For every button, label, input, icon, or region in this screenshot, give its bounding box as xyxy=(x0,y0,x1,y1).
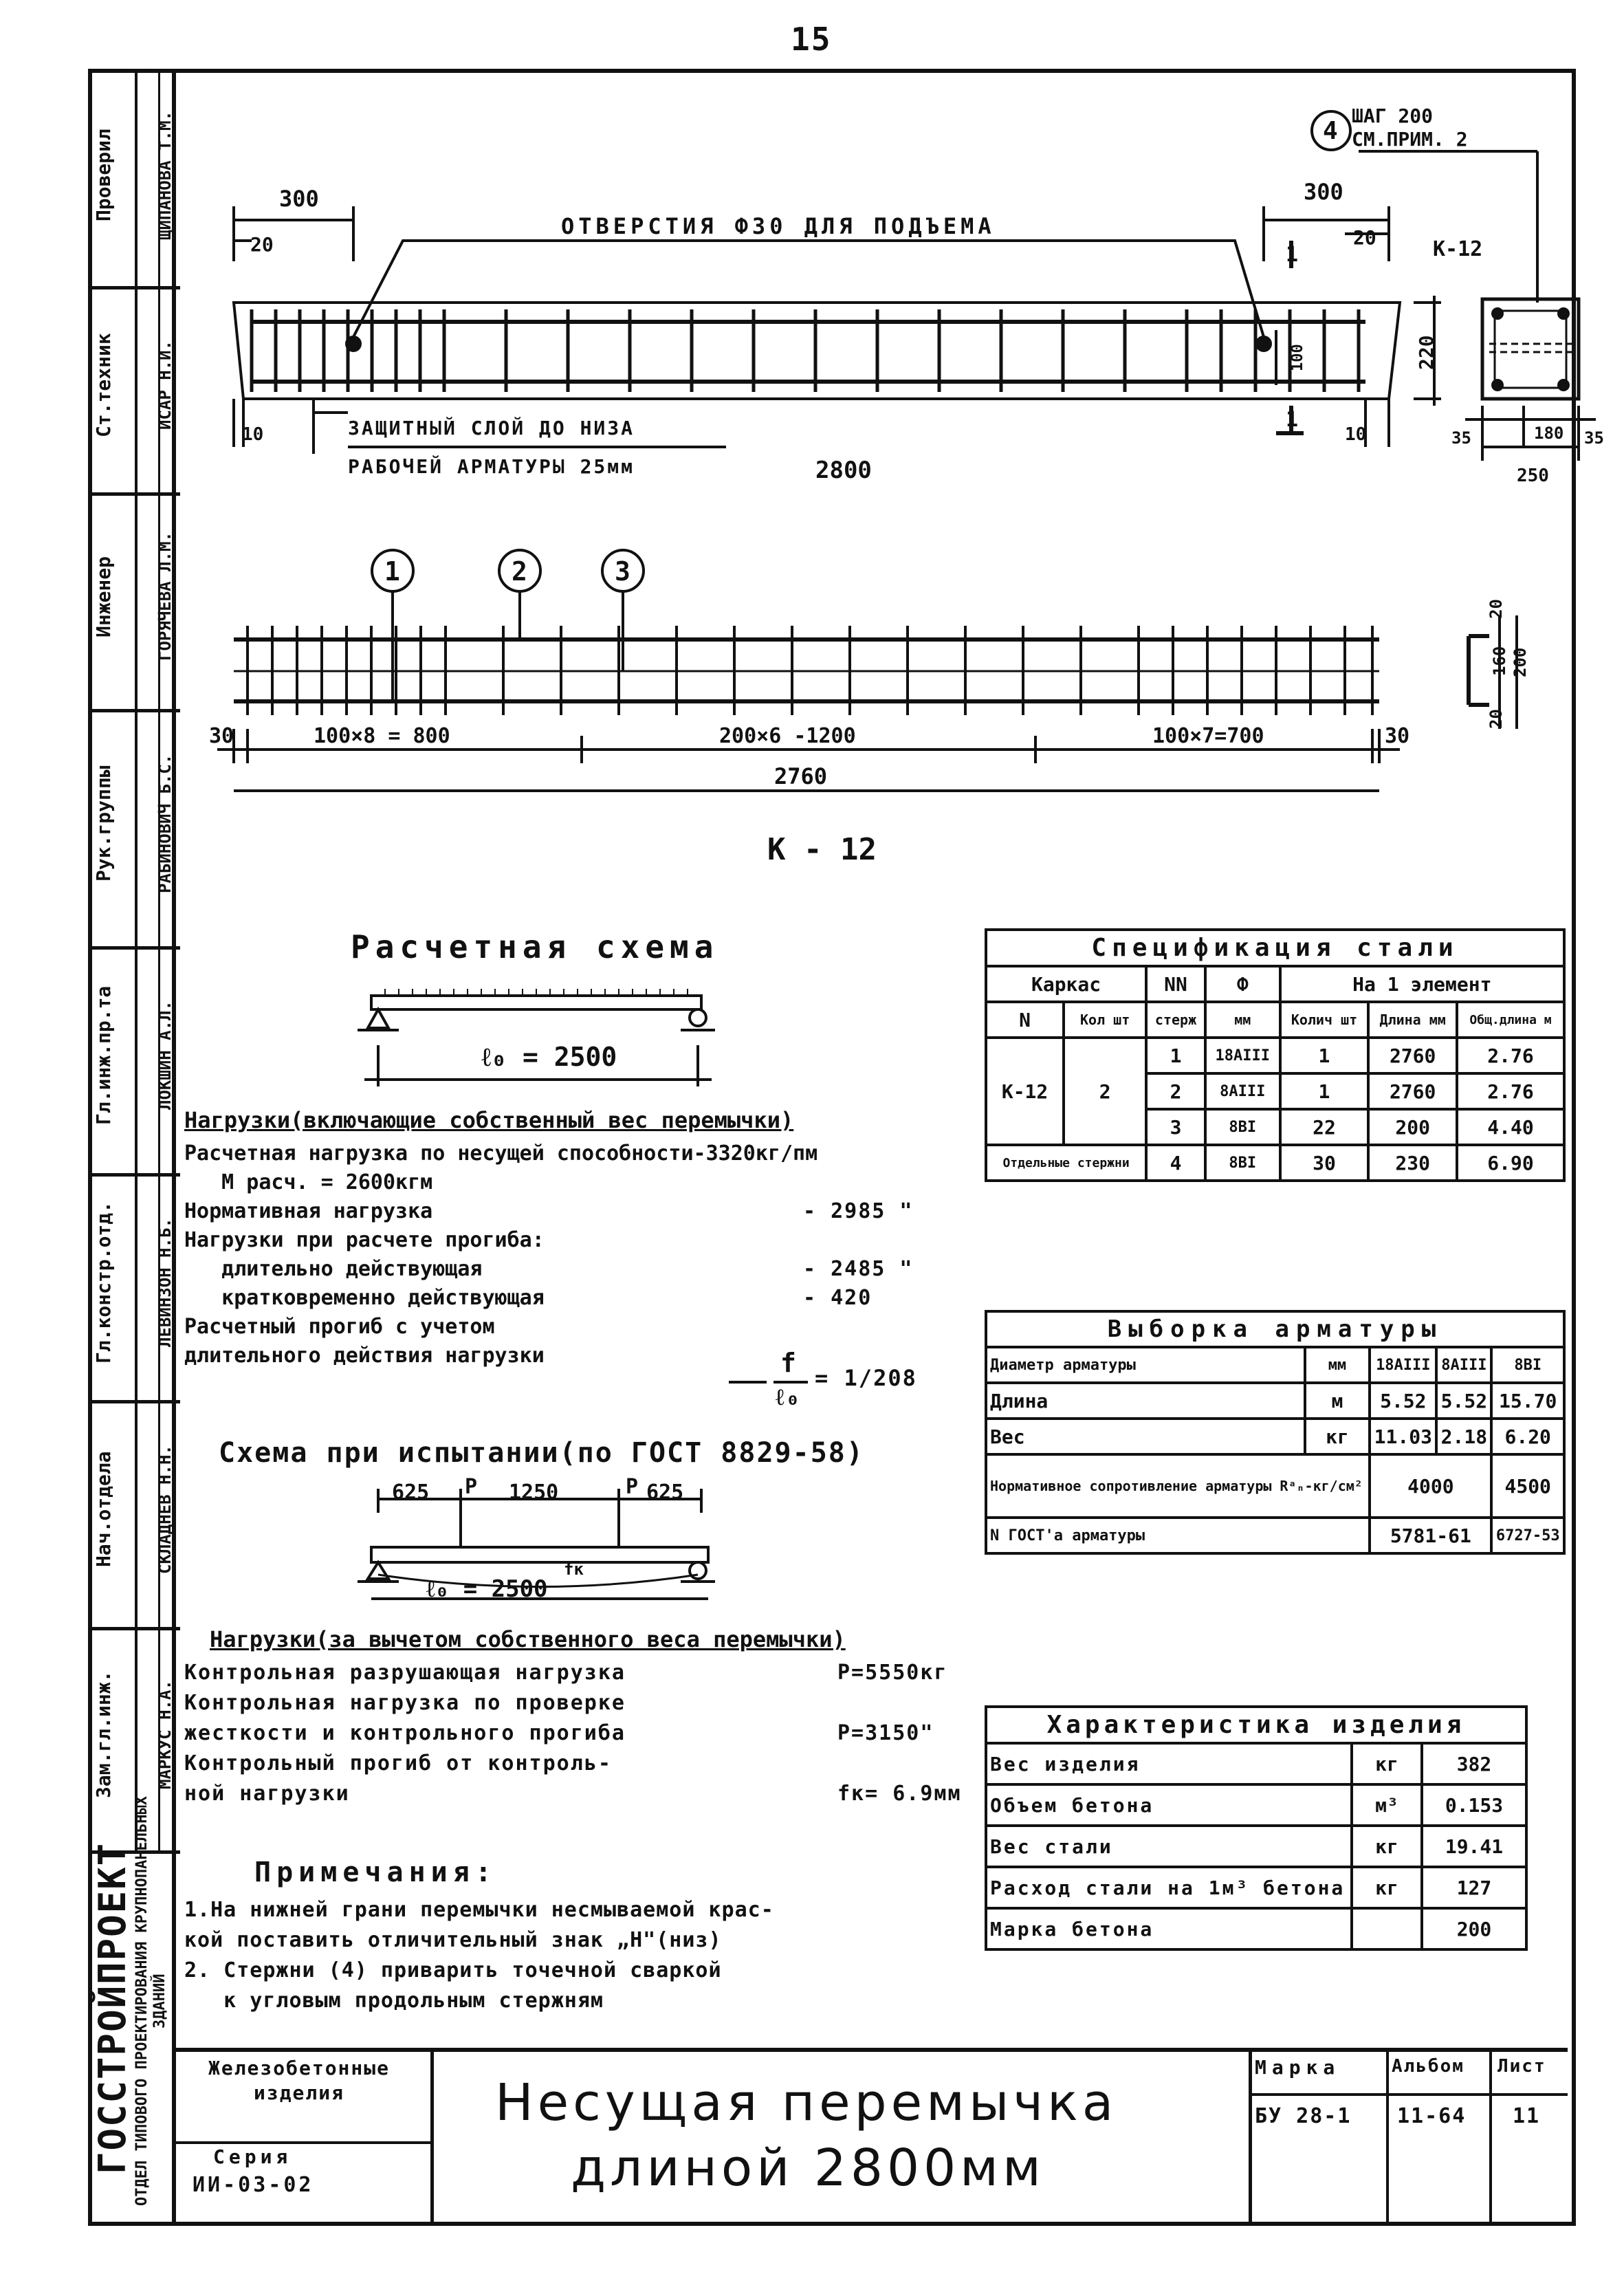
loads2-line xyxy=(184,1661,982,1691)
table-row xyxy=(986,1826,1526,1867)
table-row xyxy=(986,1038,1564,1073)
dim-20-left: 20 xyxy=(250,233,274,256)
loads2-line-value: P=5550кг xyxy=(837,1661,948,1685)
calc-lines xyxy=(184,1141,961,1373)
dim-300-left: 300 xyxy=(279,186,319,212)
calc-line-value: - 2485 " xyxy=(803,1257,914,1281)
marker-1: 1 xyxy=(384,556,400,587)
spec-cell: 4 xyxy=(1146,1145,1205,1181)
deflection-f: f xyxy=(780,1348,798,1378)
calc-line-text: кратковременно действующая xyxy=(184,1286,545,1310)
beam-elevation-drawing xyxy=(176,96,1604,523)
vyb-cell: мм xyxy=(1305,1347,1370,1383)
vyb-cell: 18АIII xyxy=(1370,1347,1436,1383)
stamp-role: Инженер xyxy=(92,556,115,637)
side-20-top: 20 xyxy=(1486,599,1506,619)
harakt-cell: Вес стали xyxy=(986,1826,1352,1867)
dim-300-right: 300 xyxy=(1304,179,1343,205)
note-line: 2. Стержни (4) приварить точечной сваркой xyxy=(184,1958,722,1982)
table-row xyxy=(986,1784,1526,1826)
test-title: Схема при испытании(по ГОСТ 8829-58) xyxy=(219,1437,864,1469)
table-row xyxy=(986,1908,1526,1949)
loads2-line xyxy=(184,1751,982,1782)
org-name: ГОССТРОЙПРОЕКТ xyxy=(91,1841,134,2174)
cage-name: К - 12 xyxy=(767,832,877,867)
loads2-line-value: P=3150" xyxy=(837,1721,934,1745)
stamp-name: РАБИНОВИЧ Б.С. xyxy=(155,754,175,893)
series: ИИ-03-02 xyxy=(193,2173,314,2197)
page-number: 15 xyxy=(791,21,832,58)
calc-line xyxy=(184,1286,961,1315)
spec-cell: 6.90 xyxy=(1457,1145,1564,1181)
spec-h2-mm: мм xyxy=(1205,1002,1280,1038)
vyb-cell: кг xyxy=(1305,1419,1370,1454)
vyb-gost-a: 5781-61 xyxy=(1370,1518,1491,1553)
spec-h2-bar: стерж xyxy=(1146,1002,1205,1038)
spec-h-diam: Ф xyxy=(1205,966,1280,1002)
test-p-right: P xyxy=(626,1475,639,1499)
marker-3: 3 xyxy=(615,556,630,587)
calc-line xyxy=(184,1228,961,1257)
spec-cell: 8ВI xyxy=(1205,1145,1280,1181)
sheet-title-2: длиной 2800мм xyxy=(571,2139,1045,2198)
harakt-cell: 127 xyxy=(1422,1867,1526,1908)
harakt-cell: Вес изделия xyxy=(986,1743,1352,1784)
vyb-cell: 2.18 xyxy=(1436,1419,1491,1454)
stamp-role: Гл.констр.отд. xyxy=(92,1201,115,1364)
stamp-role: Ст.техник xyxy=(92,333,115,437)
loads2-heading: Нагрузки(за вычетом собственного веса перемычки) xyxy=(210,1626,846,1652)
spec-frame-qty: 2 xyxy=(1064,1038,1146,1145)
series-label: Серия xyxy=(213,2145,292,2168)
vyb-norm-a: 4000 xyxy=(1370,1454,1491,1518)
cover-note-2: РАБОЧЕЙ АРМАТУРЫ 25мм xyxy=(348,455,635,478)
beam-length: 2800 xyxy=(815,457,872,484)
harakt-table xyxy=(985,1742,1528,1951)
sec-dim-35-right: 35 xyxy=(1584,428,1604,448)
spec-cell: 1 xyxy=(1146,1038,1205,1073)
calc-line-text: Расчетный прогиб с учетом xyxy=(184,1315,495,1339)
harakt-cell xyxy=(1352,1908,1422,1949)
table-row xyxy=(986,1347,1564,1383)
harakt-cell: м³ xyxy=(1352,1784,1422,1826)
table-row xyxy=(986,1383,1564,1419)
test-span: ℓ₀ = 2500 xyxy=(426,1575,548,1603)
stamp-role: Нач.отдела xyxy=(92,1451,115,1568)
stamp-name: ЛЕВИНЗОН Н.Б. xyxy=(155,1218,175,1347)
vyb-cell: 5.52 xyxy=(1370,1383,1436,1419)
marker-4-top: 4 xyxy=(1323,117,1338,145)
cage-seg-1: 100×8 = 800 xyxy=(314,724,450,748)
cage-seg-3: 100×7=700 xyxy=(1152,724,1264,748)
vyb-norm-b: 4500 xyxy=(1491,1454,1564,1518)
calc-line-text: Нормативная нагрузка xyxy=(184,1199,433,1223)
spec-cell: 1 xyxy=(1280,1073,1369,1109)
harakt-title: Характеристика изделия xyxy=(985,1705,1528,1742)
test-fk: fк xyxy=(564,1560,584,1579)
sec-dim-35-left: 35 xyxy=(1451,428,1471,448)
harakt-cell: кг xyxy=(1352,1826,1422,1867)
album: 11-64 xyxy=(1397,2104,1467,2128)
table-row xyxy=(986,1743,1526,1784)
calc-line xyxy=(184,1170,961,1199)
vyb-cell: м xyxy=(1305,1383,1370,1419)
harakt-cell: 382 xyxy=(1422,1743,1526,1784)
table-row xyxy=(986,1454,1564,1518)
vyb-cell: Длина xyxy=(986,1383,1305,1419)
section-mark-top: 1 xyxy=(1286,243,1299,267)
calc-line xyxy=(184,1315,961,1344)
stamp-role: Зам.гл.инж. xyxy=(92,1670,115,1799)
calc-line-text: Нагрузки при расчете прогиба: xyxy=(184,1228,545,1252)
deflection-eq: = 1/208 xyxy=(815,1365,917,1391)
loads2-line-text: Контрольная нагрузка по проверке xyxy=(184,1691,626,1715)
spec-separate-label: Отдельные стержни xyxy=(986,1145,1146,1181)
test-dim-1250: 1250 xyxy=(509,1480,559,1505)
cage-k12-drawing xyxy=(176,536,1558,908)
stamp-name: ЩИПАНОВА Т.М. xyxy=(155,111,175,240)
spec-h2-length: Длина мм xyxy=(1368,1002,1457,1038)
spec-h-karkas: Каркас xyxy=(986,966,1146,1002)
vyb-cell: Диаметр арматуры xyxy=(986,1347,1305,1383)
stamp-name: ГОРЯЧЕВА Л.М. xyxy=(155,532,175,662)
dim-100: 100 xyxy=(1289,344,1306,371)
spec-cell: 2 xyxy=(1146,1073,1205,1109)
harakt-cell: Объем бетона xyxy=(986,1784,1352,1826)
calc-line-text: М расч. = 2600кгм xyxy=(184,1170,433,1194)
sheet-label: Лист xyxy=(1497,2056,1546,2077)
spec-h-per-element: На 1 элемент xyxy=(1280,966,1564,1002)
calc-line-text: длительного действия нагрузки xyxy=(184,1344,545,1368)
deflection-l: ℓ₀ xyxy=(776,1384,802,1411)
vyborka-table xyxy=(985,1346,1566,1555)
marka-label: Марка xyxy=(1255,2056,1341,2079)
table-row xyxy=(986,1145,1564,1181)
spec-cell: 30 xyxy=(1280,1145,1369,1181)
calc-line-text: длительно действующая xyxy=(184,1257,483,1281)
harakt-table-wrap xyxy=(985,1705,1528,1951)
stamp-role: Рук.группы xyxy=(92,765,115,882)
stamp-name: МАРКУС Н.А. xyxy=(155,1680,175,1789)
calc-line xyxy=(184,1257,961,1286)
calc-line xyxy=(184,1199,961,1228)
harakt-cell: кг xyxy=(1352,1743,1422,1784)
section-mark-bottom: 1 xyxy=(1286,408,1299,432)
stamp-role: Гл.инж.пр.та xyxy=(92,985,115,1126)
shag-note: ШАГ 200 xyxy=(1352,105,1434,127)
loads-heading: Нагрузки(включающие собственный вес перемычки) xyxy=(184,1107,794,1133)
spec-cell: 2.76 xyxy=(1457,1038,1564,1073)
spec-frame-name: К-12 xyxy=(986,1038,1064,1145)
calc-line-value: - 2985 " xyxy=(803,1199,914,1223)
spec-h2-n: N xyxy=(986,1002,1064,1038)
harakt-cell: 200 xyxy=(1422,1908,1526,1949)
vyb-cell: Вес xyxy=(986,1419,1305,1454)
table-row xyxy=(986,1518,1564,1553)
cover-note-1: ЗАЩИТНЫЙ СЛОЙ ДО НИЗА xyxy=(348,417,635,439)
test-dim-625-right: 625 xyxy=(646,1480,684,1505)
loads2-line xyxy=(184,1691,982,1721)
org-dept: ОТДЕЛ ТИПОВОГО ПРОЕКТИРОВАНИЯ КРУПНОПАНЕЛЬНЫХ ЗДАНИЙ xyxy=(133,1795,168,2207)
marker-2: 2 xyxy=(512,556,527,587)
calc-span-label: ℓ₀ = 2500 xyxy=(481,1042,617,1072)
side-20-bottom: 20 xyxy=(1486,709,1506,729)
harakt-cell: 0.153 xyxy=(1422,1784,1526,1826)
spec-cell: 3 xyxy=(1146,1109,1205,1145)
spec-cell: 4.40 xyxy=(1457,1109,1564,1145)
sec-dim-180: 180 xyxy=(1534,424,1564,443)
spec-h-nn: NN xyxy=(1146,966,1205,1002)
loads2-line-text: жесткости и контрольного прогиба xyxy=(184,1721,626,1745)
spec-cell: 22 xyxy=(1280,1109,1369,1145)
dim-10-left: 10 xyxy=(242,424,264,445)
spec-h2-total: Общ.длина м xyxy=(1457,1002,1564,1038)
vyb-cell: 8АIII xyxy=(1436,1347,1491,1383)
spec-cell: 2.76 xyxy=(1457,1073,1564,1109)
test-dim-625-left: 625 xyxy=(392,1480,430,1505)
notes-title: Примечания: xyxy=(254,1857,497,1888)
dim-20-right: 20 xyxy=(1353,226,1376,249)
spec-cell: 2760 xyxy=(1368,1038,1457,1073)
cage-dim-30-right: 30 xyxy=(1385,724,1410,748)
calc-line-text: Расчетная нагрузка по несущей способности-3320кг/пм xyxy=(184,1141,818,1166)
spec-cell: 230 xyxy=(1368,1145,1457,1181)
stamp-role: Проверил xyxy=(92,129,115,222)
spec-cell: 200 xyxy=(1368,1109,1457,1145)
stamp-name: СКЛАДНЕВ Н.Н. xyxy=(155,1445,175,1574)
vyborka-title: Выборка арматуры xyxy=(985,1310,1566,1346)
side-200: 200 xyxy=(1511,647,1530,677)
vyb-norm-label: Нормативное сопротивление арматуры Rᵃₙ-кг/см² xyxy=(986,1454,1370,1518)
spec-cell: 8ВI xyxy=(1205,1109,1280,1145)
loads2-line xyxy=(184,1782,982,1812)
vyb-cell: 11.03 xyxy=(1370,1419,1436,1454)
notes-lines xyxy=(184,1898,1009,2019)
loads2-line-text: Контрольный прогиб от контроль- xyxy=(184,1751,612,1775)
test-scheme xyxy=(344,1475,729,1616)
loads2-line xyxy=(184,1721,982,1751)
note-line: 1.На нижней грани перемычки несмываемой крас- xyxy=(184,1898,774,1922)
cage-total-length: 2760 xyxy=(774,763,828,789)
harakt-cell: Расход стали на 1м³ бетона xyxy=(986,1867,1352,1908)
spec-cell: 8АIII xyxy=(1205,1073,1280,1109)
vyb-gost-b: 6727-53 xyxy=(1491,1518,1564,1553)
harakt-cell: кг xyxy=(1352,1867,1422,1908)
vyb-cell: 15.70 xyxy=(1491,1383,1564,1419)
calc-line-value: - 420 xyxy=(803,1286,873,1310)
sheet-number: 11 xyxy=(1513,2104,1541,2128)
loads2-line-text: Контрольная разрушающая нагрузка xyxy=(184,1661,626,1685)
table-row xyxy=(986,1419,1564,1454)
spec-h2-count: Колич шт xyxy=(1280,1002,1369,1038)
spec-cell: 18АIII xyxy=(1205,1038,1280,1073)
cage-dim-30-left: 30 xyxy=(209,724,234,748)
loads2-lines xyxy=(184,1661,982,1812)
sheet-title-1: Несущая перемычка xyxy=(495,2073,1118,2132)
loads2-line-value: fк= 6.9мм xyxy=(837,1782,962,1806)
side-160: 160 xyxy=(1490,646,1509,676)
harakt-cell: Марка бетона xyxy=(986,1908,1352,1949)
spec-table xyxy=(985,965,1566,1182)
dim-10-right: 10 xyxy=(1345,424,1367,445)
spec-title: Спецификация стали xyxy=(985,928,1566,965)
spec-h2-qty: Кол шт xyxy=(1064,1002,1146,1038)
vyb-gost-label: N ГОСТ'а арматуры xyxy=(986,1518,1370,1553)
vyborka-table-wrap xyxy=(985,1310,1566,1555)
category: Железобетонные изделия xyxy=(208,2057,390,2104)
spec-cell: 2760 xyxy=(1368,1073,1457,1109)
vyb-cell: 8ВI xyxy=(1491,1347,1564,1383)
vyb-cell: 5.52 xyxy=(1436,1383,1491,1419)
spec-table-wrap xyxy=(985,928,1566,1182)
cage-seg-2: 200×6 -1200 xyxy=(719,724,856,748)
sec-dim-250: 250 xyxy=(1517,466,1549,486)
calc-scheme-beam xyxy=(344,976,729,1093)
loads2-line-text: ной нагрузки xyxy=(184,1782,350,1806)
marka: БУ 28-1 xyxy=(1255,2104,1352,2128)
holes-note: ОТВЕРСТИЯ Ф30 ДЛЯ ПОДЪЕМА xyxy=(561,213,996,239)
stamp-name: ЛОКШИН А.Л. xyxy=(155,1001,175,1111)
test-p-left: P xyxy=(465,1475,478,1499)
note-line: к угловым продольным стержням xyxy=(184,1989,604,2013)
calc-title: Расчетная схема xyxy=(351,928,719,965)
stamp-name: ИСАР Н.И. xyxy=(155,340,175,430)
note-line: кой поставить отличительный знак „Н"(низ) xyxy=(184,1928,722,1952)
vyb-cell: 6.20 xyxy=(1491,1419,1564,1454)
harakt-cell: 19.41 xyxy=(1422,1826,1526,1867)
k12-section-label: К-12 xyxy=(1433,237,1483,261)
album-label: Альбом xyxy=(1392,2056,1464,2077)
spec-cell: 1 xyxy=(1280,1038,1369,1073)
dim-220: 220 xyxy=(1415,335,1438,370)
shag-ref: СМ.ПРИМ. 2 xyxy=(1352,128,1468,151)
table-row xyxy=(986,1867,1526,1908)
calc-line xyxy=(184,1141,961,1170)
